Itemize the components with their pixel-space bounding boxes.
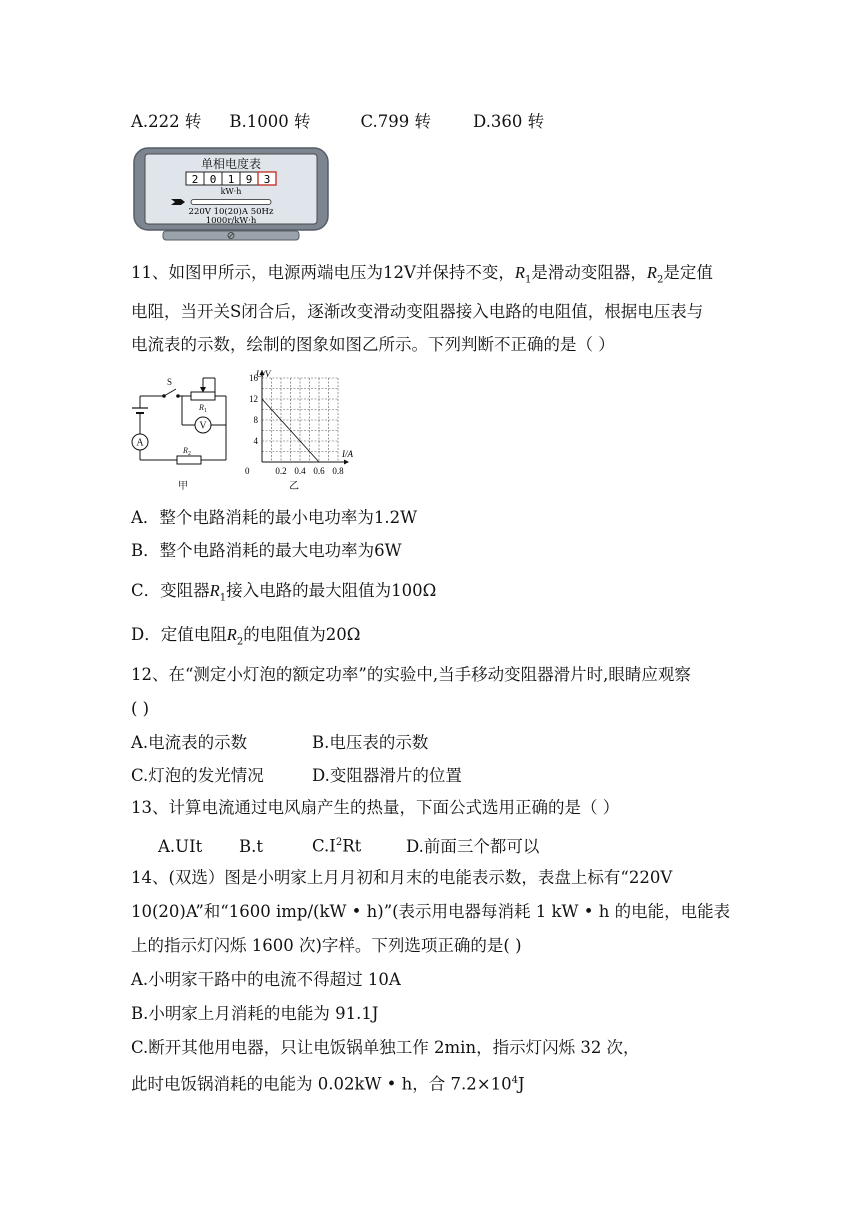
- r2-label: $R_2$: [183, 446, 191, 457]
- q12-option-b: B.电压表的示数: [312, 733, 429, 752]
- r1-label: $R_1$: [199, 403, 207, 414]
- meter-constant: 1000r/kW·h: [205, 216, 257, 226]
- x-axis-arrow-icon: [344, 460, 349, 465]
- q10-option-d: D.360 转: [473, 112, 545, 131]
- q14-line-1: 14、(双选）图是小明家上月月初和月末的电能表示数，表盘上标有“220V: [131, 868, 673, 887]
- q12-option-d: D.变阻器滑片的位置: [312, 766, 462, 785]
- q14-line-2: 10(20)A”和“1600 imp/(kW • h)”(表示用电器每消耗 1 kW • h 的电能，电能表: [131, 902, 731, 921]
- q12-line-1: 12、在“测定小灯泡的额定功率”的实验中,当手移动变阻器滑片时,眼睛应观察: [131, 665, 691, 684]
- meter-digit: 9: [245, 173, 253, 186]
- y-tick-label: 4: [253, 436, 258, 446]
- y-axis-title: U/V: [256, 369, 271, 379]
- meter-unit: kW·h: [220, 187, 242, 196]
- q10-option-b: B.1000 转: [229, 112, 311, 131]
- q14-line-3: 上的指示灯闪烁 1600 次)字样。下列选项正确的是( ): [131, 936, 522, 955]
- switch-label: S: [167, 377, 173, 387]
- graph: [245, 369, 353, 492]
- q13-line-1: 13、计算电流通过电风扇产生的热量，下面公式选用正确的是（ ）: [131, 798, 620, 817]
- y-tick-label: 8: [253, 415, 258, 425]
- q12-line-2: ( ): [131, 699, 150, 718]
- y-tick-label: 12: [249, 394, 258, 404]
- meter-digit: 3: [263, 173, 271, 186]
- x-tick-label: 0.6: [313, 466, 325, 476]
- meter-title: 单相电度表: [200, 157, 262, 171]
- y-tick-label: 16: [249, 373, 258, 383]
- meter-digit: 1: [227, 173, 235, 186]
- x-tick-label: 0.8: [332, 466, 344, 476]
- q10-option-a: A.222 转: [131, 112, 202, 131]
- q14-option-b: B.小明家上月消耗的电能为 91.1J: [131, 1004, 379, 1023]
- q13-option-d: D.前面三个都可以: [406, 836, 540, 856]
- graph-origin: 0: [245, 466, 250, 476]
- q11-option-d: D．定值电阻$R_2$的电阻值为20Ω: [131, 625, 361, 648]
- graph-grid: [262, 378, 338, 462]
- q11-figure: [128, 368, 363, 494]
- q11-line-3: 电流表的示数，绘制的图象如图乙所示。下列判断不正确的是（ ）: [131, 335, 615, 354]
- q11-line-2: 电阻，当开关S闭合后，逐渐改变滑动变阻器接入电路的电阻值，根据电压表与: [131, 302, 704, 321]
- meter-digit: 0: [209, 173, 217, 186]
- q13-options: [158, 832, 539, 858]
- q13-option-a: A.UIt: [158, 836, 203, 856]
- q14-option-c-line-2: 此时电饭锅消耗的电能为 0.02kW • h，合 $7.2\times 10^4J$: [131, 1074, 525, 1094]
- q11-option-c: C．变阻器$R_1$接入电路的最大阻值为100Ω: [131, 581, 437, 604]
- x-tick-label: 0.4: [294, 466, 306, 476]
- q12-options-row-2: [131, 765, 462, 787]
- ammeter-label: A: [136, 437, 144, 449]
- r2-resistor: [177, 456, 201, 464]
- electric-meter-figure: [133, 147, 329, 241]
- graph-caption: 乙: [289, 481, 299, 492]
- r1-resistor: [191, 392, 215, 400]
- q14-option-a: A.小明家干路中的电流不得超过 10A: [131, 970, 401, 989]
- voltmeter-label: V: [199, 420, 207, 432]
- q10-option-c: C.799 转: [360, 112, 432, 131]
- meter-digit: 2: [191, 173, 199, 186]
- x-axis-title: I/A: [342, 449, 353, 459]
- q10-options: [131, 111, 544, 133]
- q11-option-b: B．整个电路消耗的最大电功率为6W: [131, 541, 402, 560]
- q13-option-c: $C.I^2Rt$: [312, 836, 362, 856]
- q12-option-c: C.灯泡的发光情况: [131, 766, 264, 785]
- q12-option-a: A.电流表的示数: [131, 733, 248, 752]
- q11-line-1: 11、如图甲所示，电源两端电压为12V并保持不变，$R_1$是滑动变阻器，$R_2$是定值: [131, 263, 713, 286]
- circuit-caption: 甲: [178, 481, 188, 492]
- q12-options-row-1: [131, 732, 428, 754]
- q14-option-c-line-1: C.断开其他用电器，只让电饭锅单独工作 2min，指示灯闪烁 32 次，: [131, 1038, 640, 1057]
- circuit-diagram: [132, 378, 226, 464]
- x-tick-label: 0.2: [275, 466, 287, 476]
- meter-rating: 220V 10(20)A 50Hz: [188, 207, 274, 217]
- switch-blade: [164, 389, 176, 396]
- q11-option-a: A．整个电路消耗的最小电功率为1.2W: [131, 508, 418, 527]
- meter-digits: [186, 172, 276, 186]
- q13-option-b: B.t: [239, 836, 264, 856]
